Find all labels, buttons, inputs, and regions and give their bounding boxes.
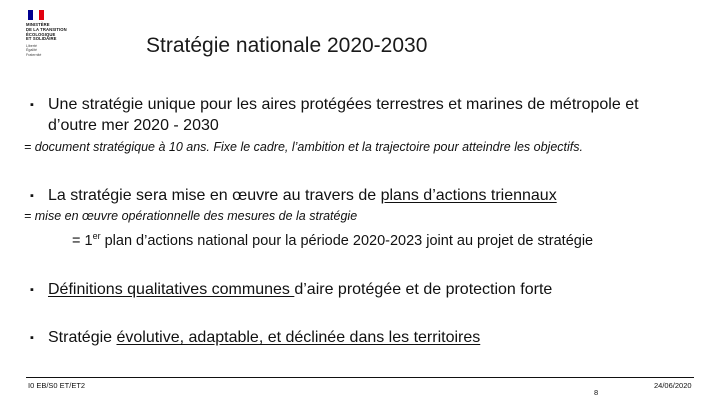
logo-line: DE LA TRANSITION: [26, 26, 67, 32]
bullet-text-highlight: Une stratégie unique: [48, 96, 196, 113]
logo-motto: Égalité: [26, 48, 37, 53]
french-flag-icon: [28, 10, 44, 20]
logo-line: MINISTÈRE: [26, 22, 50, 27]
square-bullet-icon: ▪: [30, 332, 34, 344]
footer-reference: I0 EB/S0 ET/ET2: [28, 381, 86, 390]
bullet-text: d’aire protégée et de protection forte: [294, 281, 553, 298]
bullet-text: 2020 - 2030: [128, 117, 219, 134]
action-plan-note: [72, 231, 593, 249]
bullet-strategy-line2: [48, 116, 219, 136]
logo-motto: Fraternité: [26, 52, 42, 57]
bullet-text: La stratégie sera mise en œuvre au travers de: [48, 187, 381, 204]
page-number: 8: [594, 388, 599, 397]
bullet-text: pour les aires protégées: [195, 96, 377, 113]
footer-divider: [26, 377, 694, 378]
square-bullet-icon: ▪: [30, 99, 34, 111]
bullet-text-underlined: plans d’actions triennaux: [380, 187, 557, 204]
bullet-text-underlined: Définitions qualitatives communes: [48, 281, 295, 298]
footer-date: 24/06/2020: [654, 381, 692, 390]
plan-text: plan d’actions national pour la période 2020-2023 joint au projet de stratégie: [100, 233, 594, 249]
implementation-note: = mise en œuvre opérationnelle des mesures de la stratégie: [24, 209, 358, 223]
square-bullet-icon: ▪: [30, 190, 34, 202]
plan-prefix: = 1: [72, 233, 93, 249]
bullet-text-underlined: évolutive, adaptable, et déclinée dans les territoires: [116, 329, 481, 346]
slide-title: Stratégie nationale 2020-2030: [146, 34, 428, 57]
ministry-logo: [26, 10, 86, 56]
logo-line: ÉCOLOGIQUE: [26, 31, 56, 37]
bullet-text-highlight: terrestres et marines de métropole et: [376, 96, 639, 113]
strategy-note: = document stratégique à 10 ans. Fixe le cadre, l’ambition et la trajectoire pour atteindre les objectifs.: [24, 140, 583, 154]
square-bullet-icon: ▪: [30, 284, 34, 296]
logo-motto: Liberté: [26, 44, 37, 49]
bullet-text-highlight: d’outre mer: [48, 117, 129, 134]
plan-superscript: er: [92, 231, 101, 241]
logo-line: ET SOLIDAIRE: [26, 36, 57, 42]
bullet-text: Stratégie: [48, 329, 117, 346]
